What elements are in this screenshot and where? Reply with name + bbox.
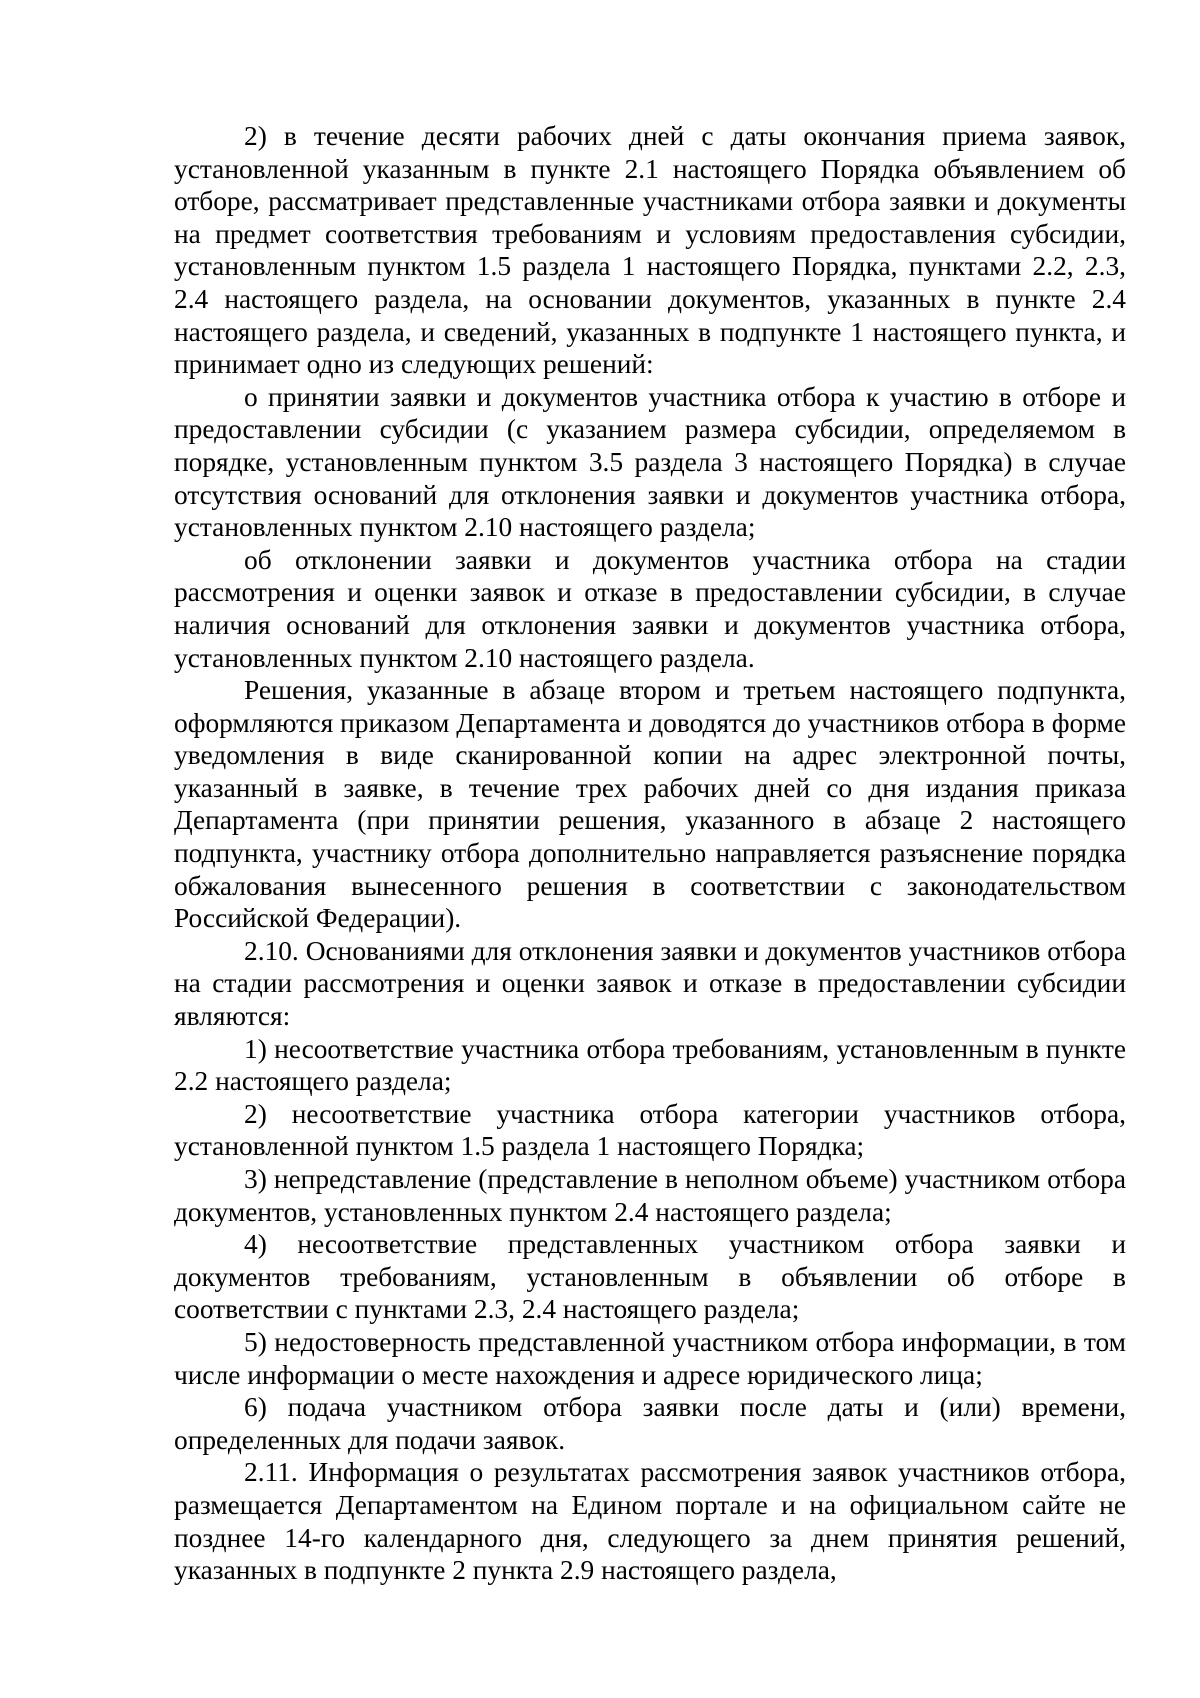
list-item-reason-4: 4) несоответствие представленных участником отбора заявки и документов требованиям, установленным в объявлении об отборе в соответствии с пунктами 2.3, 2.4 настоящего раздела; — [174, 1229, 1126, 1325]
list-item-reason-3: 3) непредставление (представление в неполном объеме) участником отбора документов, установленных пунктом 2.4 настоящего раздела; — [174, 1164, 1126, 1227]
paragraph-section-2-11: 2.11. Информация о результатах рассмотрения заявок участников отбора, размещается Департаментом на Едином портале и на официальном сайте не позднее 14-го календарного дня, следующего за днем принятия решений, указанных в подпункте 2 пункта 2.9 настоящего раздела, — [174, 1457, 1126, 1586]
paragraph-decision-reject: об отклонении заявки и документов участника отбора на стадии рассмотрения и оценки заявок и отказе в предоставлении субсидии, в случае наличия оснований для отклонения заявки и документов участника отбора, установленных пунктом 2.10 настоящего раздела. — [174, 544, 1126, 673]
list-item-reason-5: 5) недостоверность представленной участником отбора информации, в том числе информации о месте нахождения и адресе юридического лица; — [174, 1326, 1126, 1390]
paragraph-decision-accept: о принятии заявки и документов участника отбора к участию в отборе и предоставлении субсидии (с указанием размера субсидии, определяемом в порядке, установленным пунктом 3.5 раздела 3 настоящего Порядка) в случае отсутствия оснований для отклонения заявки и документов участника отбора, установленных пунктом 2.10 настоящего раздела; — [174, 381, 1126, 543]
paragraph-decisions-notice: Решения, указанные в абзаце втором и третьем настоящего подпункта, оформляются приказом Департамента и доводятся до участников отбора в форме уведомления в виде сканированной копии на адрес электронной почты, указанный в заявке, в течение трех рабочих дней со дня издания приказа Департамента (при принятии решения, указанного в абзаце 2 настоящего подпункта, участнику отбора дополнительно направляется разъяснение порядка обжалования вынесенного решения в соответствии с законодательством Российской Федерации). — [174, 675, 1126, 934]
list-item-reason-6: 6) подача участником отбора заявки после даты и (или) времени, определенных для подачи заявок. — [174, 1392, 1126, 1455]
list-item-reason-1: 1) несоответствие участника отбора требованиям, установленным в пункте 2.2 настоящего раздела; — [174, 1033, 1126, 1097]
paragraph-section-2-10: 2.10. Основаниями для отклонения заявки и документов участников отбора на стадии рассмотрения и оценки заявок и отказе в предоставлении субсидии являются: — [174, 935, 1126, 1032]
paragraph-subitem-2: 2) в течение десяти рабочих дней с даты окончания приема заявок, установленной указанным в пункте 2.1 настоящего Порядка объявлением об отборе, рассматривает представленные участниками отбора заявки и документы на предмет соответствия требованиям и условиям предоставления субсидии, установленным пунктом 1.5 раздела 1 настоящего Порядка, пунктами 2.2, 2.3, 2.4 настоящего раздела, на основании документов, указанных в пункте 2.4 настоящего раздела, и сведений, указанных в подпункте 1 настоящего пункта, и принимает одно из следующих решений: — [174, 121, 1126, 380]
document-body — [174, 120, 1126, 1587]
list-item-reason-2: 2) несоответствие участника отбора категории участников отбора, установленной пунктом 1.5 раздела 1 настоящего Порядка; — [174, 1098, 1126, 1162]
